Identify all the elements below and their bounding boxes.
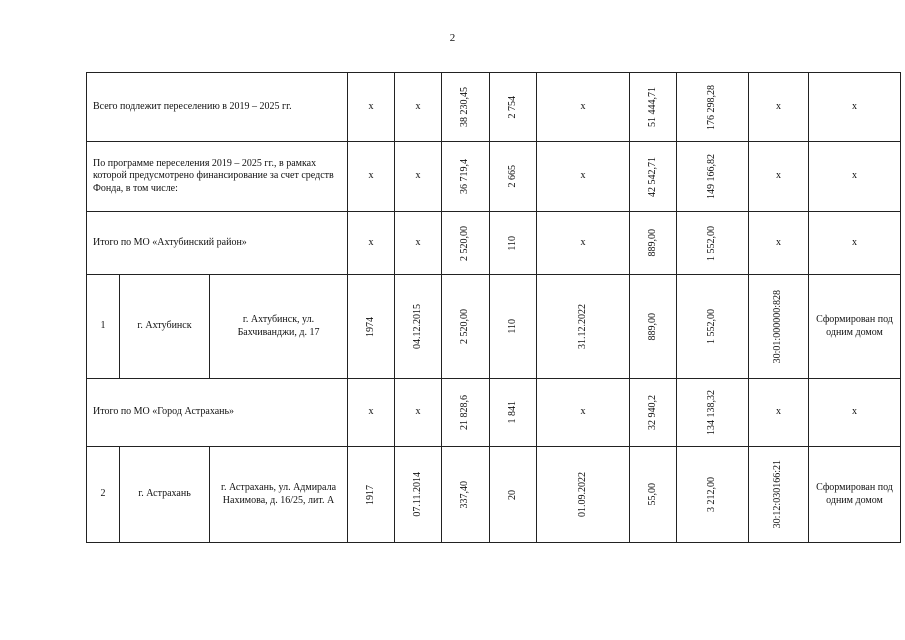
cell-area-text: 2 520,00 <box>459 225 471 261</box>
cell-people-text: 2 665 <box>506 165 518 188</box>
cell-area-text: 21 828,6 <box>459 395 471 430</box>
cell-date-planned <box>537 275 630 379</box>
cell-area <box>442 275 490 379</box>
cell-sum <box>677 275 749 379</box>
cell-cadastral-text: 30:01:000000:828 <box>772 289 784 364</box>
cell-sum <box>677 73 749 142</box>
cell-area-text: 38 230,45 <box>459 87 471 127</box>
cell-people-text: 20 <box>506 489 518 500</box>
cell-sum-text: 134 138,32 <box>706 390 718 435</box>
cell-people <box>490 142 537 212</box>
cell-sum <box>677 447 749 543</box>
table-row-house-1 <box>87 275 901 379</box>
cell-people <box>490 212 537 275</box>
cell-sum <box>677 142 749 212</box>
cell-area <box>442 212 490 275</box>
cell-year <box>348 447 395 543</box>
cell-sum <box>677 379 749 447</box>
cell-sum-text: 1 552,00 <box>706 309 718 344</box>
cell-area-text: 337,40 <box>459 480 471 509</box>
cell-c5: х <box>537 212 630 275</box>
row-label: Итого по МО «Город Астрахань» <box>87 379 348 447</box>
cell-people-text: 110 <box>506 235 518 251</box>
cell-c2: х <box>395 379 442 447</box>
cell-c2: х <box>395 73 442 142</box>
cell-area-text: 36 719,4 <box>459 159 471 194</box>
table-row-total-2019-2025 <box>87 73 901 142</box>
cell-c8: х <box>749 73 809 142</box>
row-label: Всего подлежит переселению в 2019 – 2025 гг. <box>87 73 348 142</box>
cell-date-planned-text: 01.09.2022 <box>576 472 588 517</box>
row-label: По программе переселения 2019 – 2025 гг., в рамках которой предусмотрено финансирование за счет средств Фонда, в том числе: <box>87 142 348 212</box>
cell-num: 1 <box>87 275 120 379</box>
cell-area2 <box>630 447 677 543</box>
cell-area2 <box>630 379 677 447</box>
cell-status: Сформирован под одним домом <box>809 447 901 543</box>
cell-c2: х <box>395 212 442 275</box>
cell-people <box>490 275 537 379</box>
cell-people <box>490 73 537 142</box>
cell-date-recognized-text: 07.11.2014 <box>411 472 423 517</box>
cell-address: г. Астрахань, ул. Адмирала Нахимова, д. 16/25, лит. А <box>210 447 348 543</box>
cell-c5: х <box>537 73 630 142</box>
cell-area <box>442 447 490 543</box>
cell-area <box>442 379 490 447</box>
cell-area2-text: 55,00 <box>646 483 658 506</box>
cell-people-text: 2 754 <box>506 95 518 119</box>
cell-c5: х <box>537 379 630 447</box>
page-number: 2 <box>449 32 456 44</box>
table-row-house-2 <box>87 447 901 543</box>
cell-c1: х <box>348 379 395 447</box>
cell-date-recognized <box>395 275 442 379</box>
cell-city: г. Ахтубинск <box>120 275 210 379</box>
cell-date-recognized <box>395 447 442 543</box>
cell-year-text: 1917 <box>364 484 376 505</box>
cell-area2 <box>630 275 677 379</box>
cell-year <box>348 275 395 379</box>
cell-c9: х <box>809 142 901 212</box>
table-row-mo-astrakhan <box>87 379 901 447</box>
cell-c9: х <box>809 73 901 142</box>
cell-c1: х <box>348 73 395 142</box>
cell-c8: х <box>749 142 809 212</box>
table-row-program-fund <box>87 142 901 212</box>
cell-cadastral-text: 30:12:030166:21 <box>772 460 784 529</box>
cell-sum-text: 149 166,82 <box>706 154 718 199</box>
cell-date-planned-text: 31.12.2022 <box>576 304 588 349</box>
cell-address: г. Ахтубинск, ул. Бахчиванджи, д. 17 <box>210 275 348 379</box>
cell-area2 <box>630 212 677 275</box>
cell-c2: х <box>395 142 442 212</box>
cell-sum-text: 3 212,00 <box>706 477 718 512</box>
cell-sum-text: 1 552,00 <box>706 225 718 261</box>
cell-cadastral <box>749 447 809 543</box>
cell-area2-text: 889,00 <box>646 312 658 341</box>
cell-people <box>490 379 537 447</box>
cell-area <box>442 73 490 142</box>
cell-c9: х <box>809 212 901 275</box>
cell-cadastral <box>749 275 809 379</box>
cell-c9: х <box>809 379 901 447</box>
cell-c1: х <box>348 142 395 212</box>
cell-area2 <box>630 73 677 142</box>
row-label: Итого по МО «Ахтубинский район» <box>87 212 348 275</box>
cell-area2-text: 32 940,2 <box>646 395 658 430</box>
cell-area <box>442 142 490 212</box>
cell-status: Сформирован под одним домом <box>809 275 901 379</box>
cell-area2-text: 889,00 <box>646 229 658 257</box>
cell-area-text: 2 520,00 <box>459 309 471 344</box>
table-row-mo-akhtubinsk <box>87 212 901 275</box>
cell-sum-text: 176 298,28 <box>706 84 718 130</box>
cell-area2-text: 42 542,71 <box>646 156 658 197</box>
cell-c8: х <box>749 379 809 447</box>
cell-area2-text: 51 444,71 <box>646 87 658 127</box>
cell-num: 2 <box>87 447 120 543</box>
cell-c8: х <box>749 212 809 275</box>
cell-people <box>490 447 537 543</box>
cell-people-text: 110 <box>506 319 518 334</box>
cell-date-planned <box>537 447 630 543</box>
cell-year-text: 1974 <box>364 316 376 337</box>
cell-sum <box>677 212 749 275</box>
cell-c5: х <box>537 142 630 212</box>
resettlement-table <box>86 72 901 543</box>
cell-city: г. Астрахань <box>120 447 210 543</box>
cell-people-text: 1 841 <box>506 401 518 424</box>
cell-c1: х <box>348 212 395 275</box>
cell-area2 <box>630 142 677 212</box>
cell-date-recognized-text: 04.12.2015 <box>411 304 423 349</box>
